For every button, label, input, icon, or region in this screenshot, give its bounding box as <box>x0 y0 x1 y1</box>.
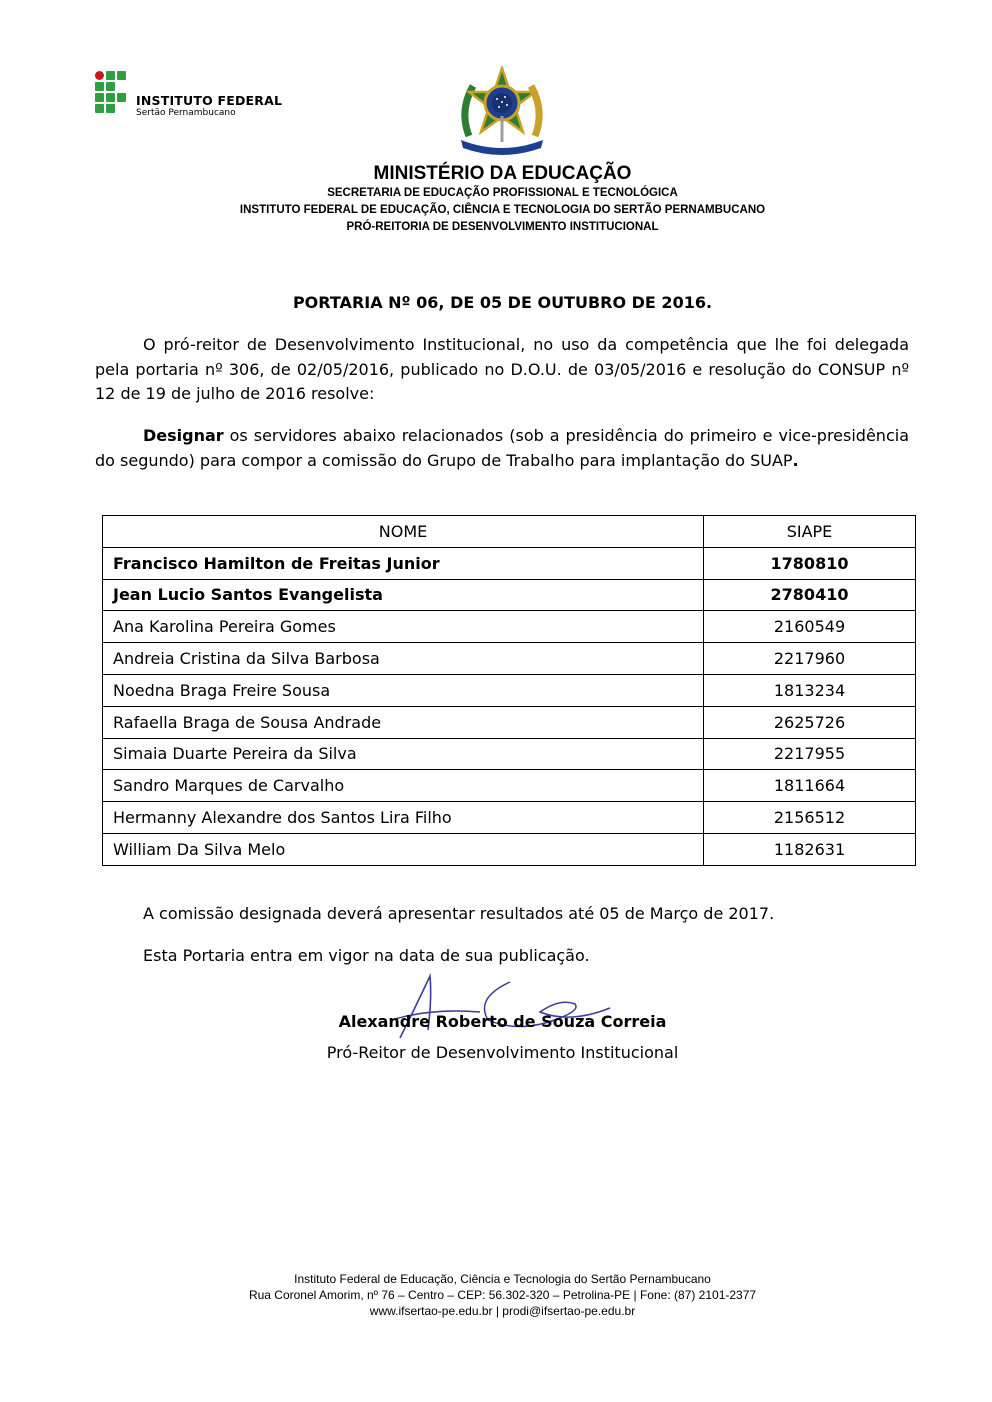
server-name: Francisco Hamilton de Freitas Junior <box>103 547 704 579</box>
institute-logo <box>95 71 285 121</box>
handwritten-signature <box>370 968 630 1048</box>
institute-line: INSTITUTO FEDERAL DE EDUCAÇÃO, CIÊNCIA E TECNOLOGIA DO SERTÃO PERNAMBUCANO <box>239 204 766 216</box>
preamble-paragraph: O pró-reitor de Desenvolvimento Institucional, no uso da competência que lhe foi delegada pela portaria nº 306, de 02/05/2016, publicado no D.O.U. de 03/05/2016 e resolução do CONSUP nº 12 de 19 de julho de 2016 resolve: <box>95 335 909 403</box>
server-siape: 2625726 <box>704 706 916 738</box>
server-siape: 1811664 <box>704 770 916 802</box>
footer-address: Rua Coronel Amorim, nº 76 – Centro – CEP: 56.302-320 – Petrolina-PE | Fone: (87) 2101-2377 <box>248 1288 757 1302</box>
server-siape: 2217955 <box>704 738 916 770</box>
server-siape: 2160549 <box>704 611 916 643</box>
designate-keyword: Designar <box>143 426 224 445</box>
signatory-name: Alexandre Roberto de Souza Correia <box>338 1012 667 1031</box>
server-siape: 1182631 <box>704 833 916 865</box>
server-siape: 2156512 <box>704 802 916 834</box>
ministry-title: MINISTÉRIO DA EDUCAÇÃO <box>373 163 632 184</box>
table-row <box>103 643 916 675</box>
server-siape: 2217960 <box>704 643 916 675</box>
table-header-row <box>103 516 916 548</box>
server-name: Noedna Braga Freire Sousa <box>103 674 704 706</box>
footer-contact: www.ifsertao-pe.edu.br | prodi@ifsertao-pe.edu.br <box>369 1304 636 1318</box>
column-header-siape: SIAPE <box>704 516 916 548</box>
table-row <box>103 674 916 706</box>
server-siape: 2780410 <box>704 579 916 611</box>
pro-rectorate-line: PRÓ-REITORIA DE DESENVOLVIMENTO INSTITUCIONAL <box>346 221 659 233</box>
designation-end: . <box>792 450 799 470</box>
table-row <box>103 738 916 770</box>
table-row <box>103 833 916 865</box>
table-row <box>103 611 916 643</box>
designation-paragraph <box>95 424 909 473</box>
signatory-role: Pró-Reitor de Desenvolvimento Institucional <box>326 1043 679 1062</box>
table-row <box>103 770 916 802</box>
logo-institute-name: INSTITUTO FEDERAL <box>136 93 283 108</box>
server-name: Ana Karolina Pereira Gomes <box>103 611 704 643</box>
servers-table <box>102 515 916 866</box>
column-header-name: NOME <box>103 516 704 548</box>
designation-text: os servidores abaixo relacionados (sob a presidência do primeiro e vice-presidência do segundo) para compor a comissão do Grupo de Trabalho para implantação do SUAP <box>95 426 909 470</box>
results-deadline: A comissão designada deverá apresentar resultados até 05 de Março de 2017. <box>143 904 775 923</box>
table-row <box>103 706 916 738</box>
server-name: William Da Silva Melo <box>103 833 704 865</box>
footer-institute: Instituto Federal de Educação, Ciência e Tecnologia do Sertão Pernambucano <box>294 1272 711 1286</box>
ordinance-title: PORTARIA Nº 06, DE 05 DE OUTUBRO DE 2016. <box>292 293 713 312</box>
server-name: Simaia Duarte Pereira da Silva <box>103 738 704 770</box>
effective-clause: Esta Portaria entra em vigor na data de sua publicação. <box>143 946 590 965</box>
server-name: Rafaella Braga de Sousa Andrade <box>103 706 704 738</box>
table-row <box>103 802 916 834</box>
coat-of-arms-icon <box>455 66 549 156</box>
table-row <box>103 547 916 579</box>
secretariat-line: SECRETARIA DE EDUCAÇÃO PROFISSIONAL E TECNOLÓGICA <box>327 187 678 199</box>
server-siape: 1780810 <box>704 547 916 579</box>
table-row <box>103 579 916 611</box>
logo-campus-name: Sertão Pernambucano <box>136 108 236 118</box>
server-name: Sandro Marques de Carvalho <box>103 770 704 802</box>
server-siape: 1813234 <box>704 674 916 706</box>
server-name: Andreia Cristina da Silva Barbosa <box>103 643 704 675</box>
server-name: Jean Lucio Santos Evangelista <box>103 579 704 611</box>
server-name: Hermanny Alexandre dos Santos Lira Filho <box>103 802 704 834</box>
